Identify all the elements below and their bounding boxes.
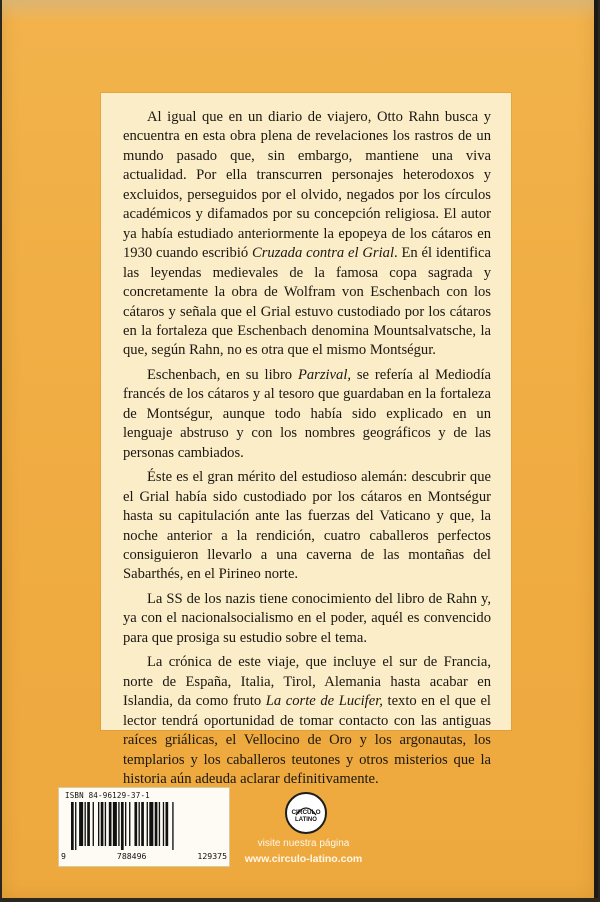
paragraph-5: La crónica de este viaje, que incluye el sur de Francia, norte de España, Italia, Tirol, Alemania hasta acabar en Islandia, da como fruto La corte de Lucifer, texto en el que el lector tendrá oportunidad de tomar contacto con las antiguas raíces griálicas, el Vellocino de Oro y los argonautas, los templarios y los caballeros teutones y otros misterios que la historia aún adeuda aclarar definitivamente. [123,654,491,787]
book-title-lucifer: La corte de Lucifer, [265,693,383,710]
book-title-cruzada: Cruzada contra el Grial [252,245,395,262]
book-back-cover [2,0,598,898]
barcode-icon [71,802,219,850]
paragraph-4: La SS de los nazis tiene conocimiento del libro de Rahn y, ya con el nacionalsocialismo en el poder, aquél es convencido para que prosiga su estudio sobre el tema. [123,590,491,646]
paragraph-2: Eschenbach, en su libro Parzival, se refería al Mediodía francés de los cátaros y al tesoro que guardaban en la fortaleza de Montségur, aunque todo había sido explicado en un lenguaje abstruso y con los nombres geográficos y de las personas cambiados. [123,366,492,461]
isbn-label: ISBN 84-96129-37-1 [65,791,150,800]
paragraph-1: Al igual que en un diario de viajero, Otto Rahn busca y encuentra en esta obra plena de revelaciones los rastros de un mundo pasado que, sin embargo, mantiene una viva actualidad. Por ella transcurren personajes heterodoxos y excluidos, perseguidos por el olvido, negados por los círculos académicos y difamados por su concepción religiosa. El autor ya había estudiado anteriormente la epopeya de los cátaros en 1930 cuando escribió Cruzada contra el Grial. En él identifica las leyendas medievales de la famosa copa sagrada y concretamente la obra de Wolfram von Eschenbach con los cátaros y señala que el Grial estuvo custodiado por los cátaros en la fortaleza que Eschenbach denomina Mountsalvatsche, la que, según Rahn, no es otra que el mismo Montségur. [123,109,491,359]
logo-line-1: CIRCULO [291,809,321,816]
circle-logo-icon [285,792,327,834]
ean-digit-left: 788496 [116,851,147,861]
paragraph-3: Éste es el gran mérito del estudioso alemán: descubrir que el Grial había sido custodiado por los cátaros en Montségur hasta su capitulación ante las fuerzas del Vaticano y que, la noche anterior a la rendición, cuatro caballeros perfectos consiguieron llevarlo a una caverna de las montañas del Sabarthés, en el Pirineo norte. [123,469,491,583]
ean-digit-prefix: 9 [61,851,66,861]
synopsis-text [123,108,491,794]
worn-edge [2,0,594,22]
website-link[interactable]: www.circulo-latino.com [244,853,363,865]
ean-digit-right: 129375 [197,851,227,861]
publisher-logo [288,795,324,831]
visit-text: visite nuestra página [257,838,350,849]
book-title-parzival: Parzival, [297,366,352,383]
logo-line-2: LATINO [295,817,317,823]
